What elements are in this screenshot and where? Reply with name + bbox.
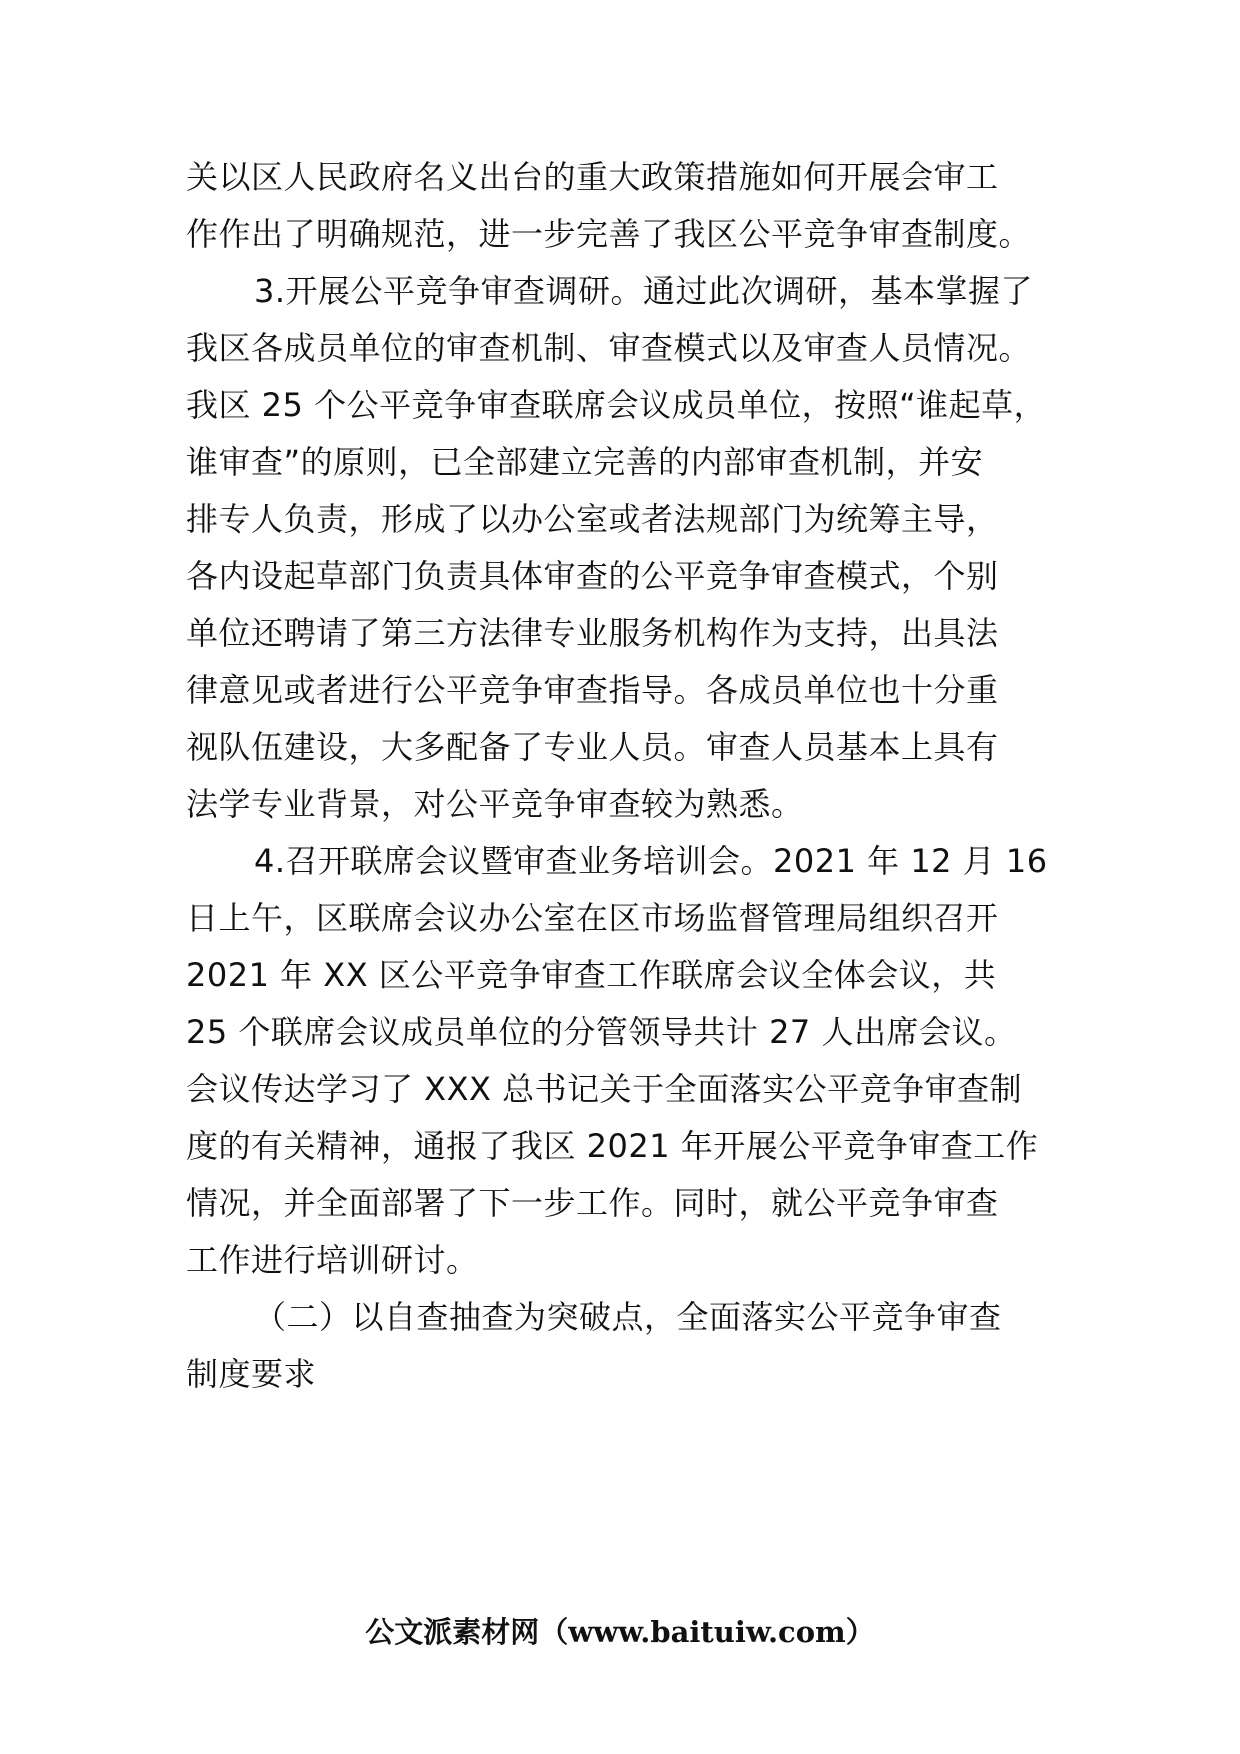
- body-text-line: 单位还聘请了第三方法律专业服务机构作为支持，出具法: [186, 614, 999, 652]
- body-text-line: 3.开展公平竞争审查调研。通过此次调研，基本掌握了: [254, 272, 1034, 310]
- body-text-line: 度的有关精神，通报了我区 2021 年开展公平竞争审查工作: [186, 1127, 1039, 1165]
- body-text-line: 情况，并全面部署了下一步工作。同时，就公平竞争审查: [186, 1184, 999, 1222]
- body-text-line: 律意见或者进行公平竞争审查指导。各成员单位也十分重: [186, 671, 999, 709]
- body-text-line: 会议传达学习了 XXX 总书记关于全面落实公平竞争审查制: [186, 1070, 1023, 1108]
- body-text-line: 4.召开联席会议暨审查业务培训会。2021 年 12 月 16: [254, 842, 1048, 880]
- body-text-line: 作作出了明确规范，进一步完善了我区公平竞争审查制度。: [186, 215, 1032, 253]
- body-text-line: 排专人负责，形成了以办公室或者法规部门为统筹主导，: [186, 500, 999, 538]
- body-text-line: 日上午，区联席会议办公室在区市场监督管理局组织召开: [186, 899, 999, 937]
- body-text-line: 我区各成员单位的审查机制、审查模式以及审查人员情况。: [186, 329, 1032, 367]
- body-text-line: 谁审查”的原则，已全部建立完善的内部审查机制，并安: [186, 443, 984, 481]
- body-text-line: 法学专业背景，对公平竞争审查较为熟悉。: [186, 785, 804, 823]
- body-text-line: 25 个联席会议成员单位的分管领导共计 27 人出席会议。: [186, 1013, 1017, 1051]
- section-heading-continuation: 制度要求: [186, 1355, 317, 1393]
- body-text-line: 各内设起草部门负责具体审查的公平竞争审查模式，个别: [186, 557, 999, 595]
- section-heading: （二）以自查抽查为突破点，全面落实公平竞争审查: [254, 1298, 1002, 1336]
- body-text-line: 我区 25 个公平竞争审查联席会议成员单位，按照“谁起草，: [186, 386, 1047, 424]
- footer-watermark: 公文派素材网（www.baituiw.com）: [365, 1615, 875, 1649]
- body-text-line: 2021 年 XX 区公平竞争审查工作联席会议全体会议，共: [186, 956, 997, 994]
- body-text-line: 视队伍建设，大多配备了专业人员。审查人员基本上具有: [186, 728, 999, 766]
- body-text-line: 工作进行培训研讨。: [186, 1241, 479, 1279]
- body-text-line: 关以区人民政府名义出台的重大政策措施如何开展会审工: [186, 158, 999, 196]
